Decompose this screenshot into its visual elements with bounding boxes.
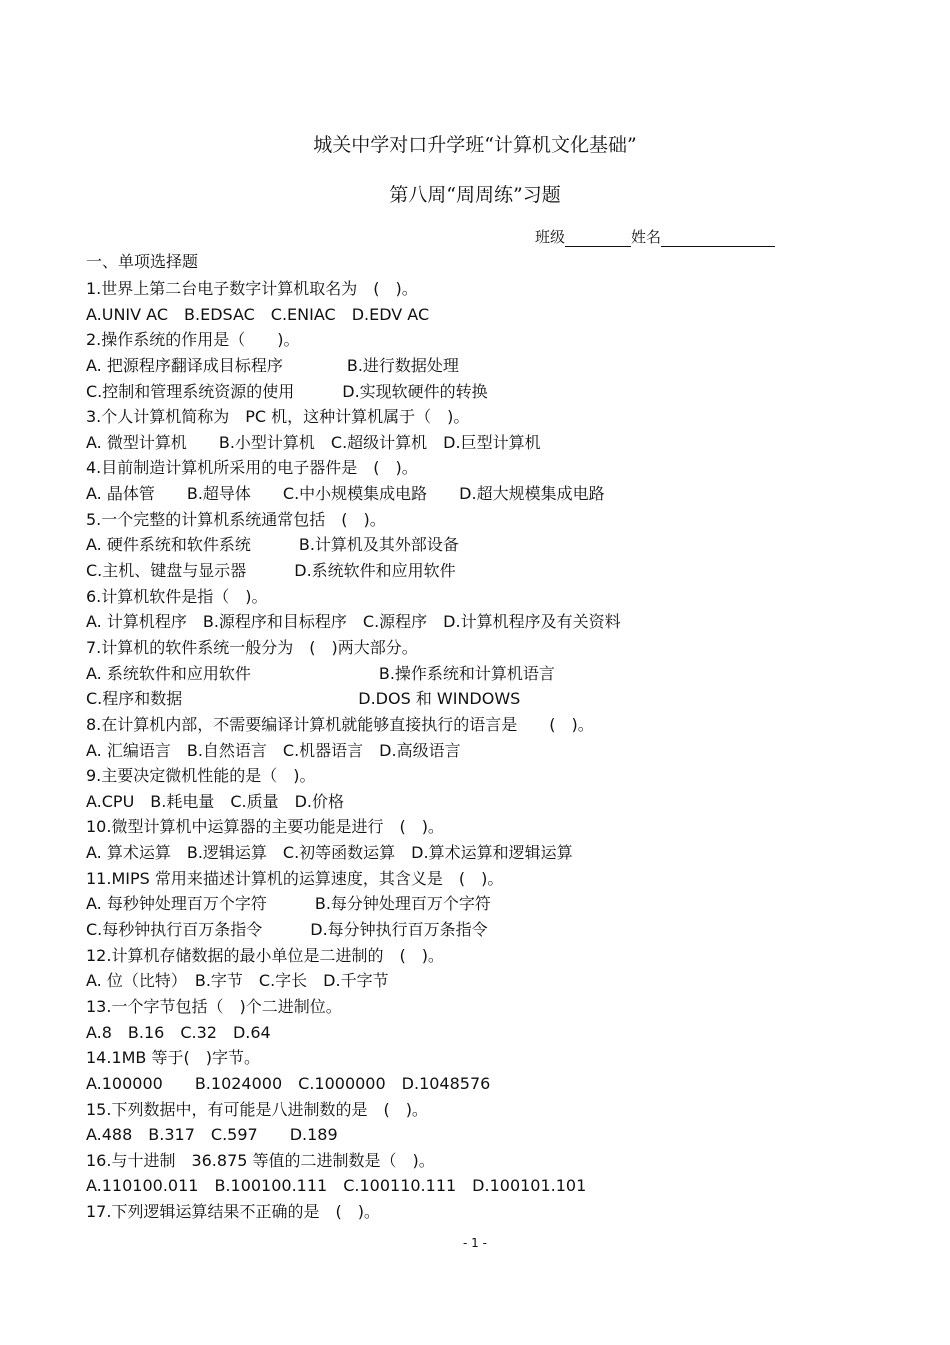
question-stem: 15.下列数据中，有可能是八进制数的是 ( )。: [86, 1099, 428, 1119]
question-stem: 2.操作系统的作用是（ )。: [86, 330, 300, 350]
question-stem: 9.主要决定微机性能的是（ )。: [86, 766, 316, 786]
question-options: A. 汇编语言 B.自然语言 C.机器语言 D.高级语言: [86, 740, 461, 760]
question-stem: 17.下列逻辑运算结果不正确的是 ( )。: [86, 1202, 380, 1222]
question-stem: 14.1MB 等于( )字节。: [86, 1048, 260, 1068]
question-stem: 3.个人计算机简称为 PC 机，这种计算机属于（ )。: [86, 407, 470, 427]
name-label: 姓名: [631, 228, 662, 246]
question-stem: 5.一个完整的计算机系统通常包括 ( )。: [86, 509, 386, 529]
document-subtitle: 第八周“周周练”习题: [389, 184, 561, 206]
question-options: A.UNIV AC B.EDSAC C.ENIAC D.EDV AC: [86, 304, 430, 324]
question-stem: 6.计算机软件是指（ )。: [86, 586, 268, 606]
question-list: [86, 276, 621, 1225]
question-options: A. 位（比特） B.字节 C.字长 D.千字节: [86, 971, 389, 991]
question-options: C.程序和数据 D.DOS 和 WINDOWS: [86, 689, 521, 709]
question-stem: 16.与十进制 36.875 等值的二进制数是（ )。: [86, 1150, 435, 1170]
question-options: C.控制和管理系统资源的使用 D.实现软硬件的转换: [86, 381, 488, 401]
question-options: C.主机、键盘与显示器 D.系统软件和应用软件: [86, 561, 456, 581]
question-stem: 13.一个字节包括（ )个二进制位。: [86, 996, 342, 1016]
question-stem: 10.微型计算机中运算器的主要功能是进行 ( )。: [86, 817, 444, 837]
class-blank: [565, 229, 631, 247]
question-options: A. 微型计算机 B.小型计算机 C.超级计算机 D.巨型计算机: [86, 432, 541, 452]
question-options: A. 计算机程序 B.源程序和目标程序 C.源程序 D.计算机程序及有关资料: [86, 612, 621, 632]
class-label: 班级: [535, 228, 566, 246]
question-options: A.CPU B.耗电量 C.质量 D.价格: [86, 791, 345, 811]
question-stem: 1.世界上第二台电子数字计算机取名为 ( )。: [86, 279, 418, 298]
question-stem: 4.目前制造计算机所采用的电子器件是 ( )。: [86, 458, 418, 478]
section-title: 一、单项选择题: [86, 252, 199, 271]
question-options: A. 算术运算 B.逻辑运算 C.初等函数运算 D.算术运算和逻辑运算: [86, 843, 573, 863]
question-options: A.100000 B.1024000 C.1000000 D.1048576: [86, 1073, 491, 1093]
question-options: A.8 B.16 C.32 D.64: [86, 1022, 271, 1042]
question-stem: 7.计算机的软件系统一般分为 ( )两大部分。: [86, 637, 418, 657]
question-options: A. 硬件系统和软件系统 B.计算机及其外部设备: [86, 535, 459, 555]
question-options: A. 把源程序翻译成目标程序 B.进行数据处理: [86, 355, 459, 375]
question-stem: 12.计算机存储数据的最小单位是二进制的 ( )。: [86, 945, 444, 965]
question-options: A. 每秒钟处理百万个字符 B.每分钟处理百万个字符: [86, 894, 491, 914]
question-options: A. 系统软件和应用软件 B.操作系统和计算机语言: [86, 663, 555, 683]
student-info: [535, 226, 775, 247]
question-options: A.110100.011 B.100100.111 C.100110.111 D.100101.101: [86, 1176, 587, 1196]
name-blank: [661, 229, 775, 247]
page-number: - 1 -: [463, 1236, 487, 1250]
question-stem: 8.在计算机内部，不需要编译计算机就能够直接执行的语言是 ( )。: [86, 714, 594, 734]
document-title: 城关中学对口升学班“计算机文化基础”: [313, 134, 637, 156]
question-options: A. 晶体管 B.超导体 C.中小规模集成电路 D.超大规模集成电路: [86, 484, 605, 504]
question-options: C.每秒钟执行百万条指令 D.每分钟执行百万条指令: [86, 920, 488, 940]
question-stem: 11.MIPS 常用来描述计算机的运算速度，其含义是 ( )。: [86, 868, 504, 888]
question-options: A.488 B.317 C.597 D.189: [86, 1125, 338, 1145]
